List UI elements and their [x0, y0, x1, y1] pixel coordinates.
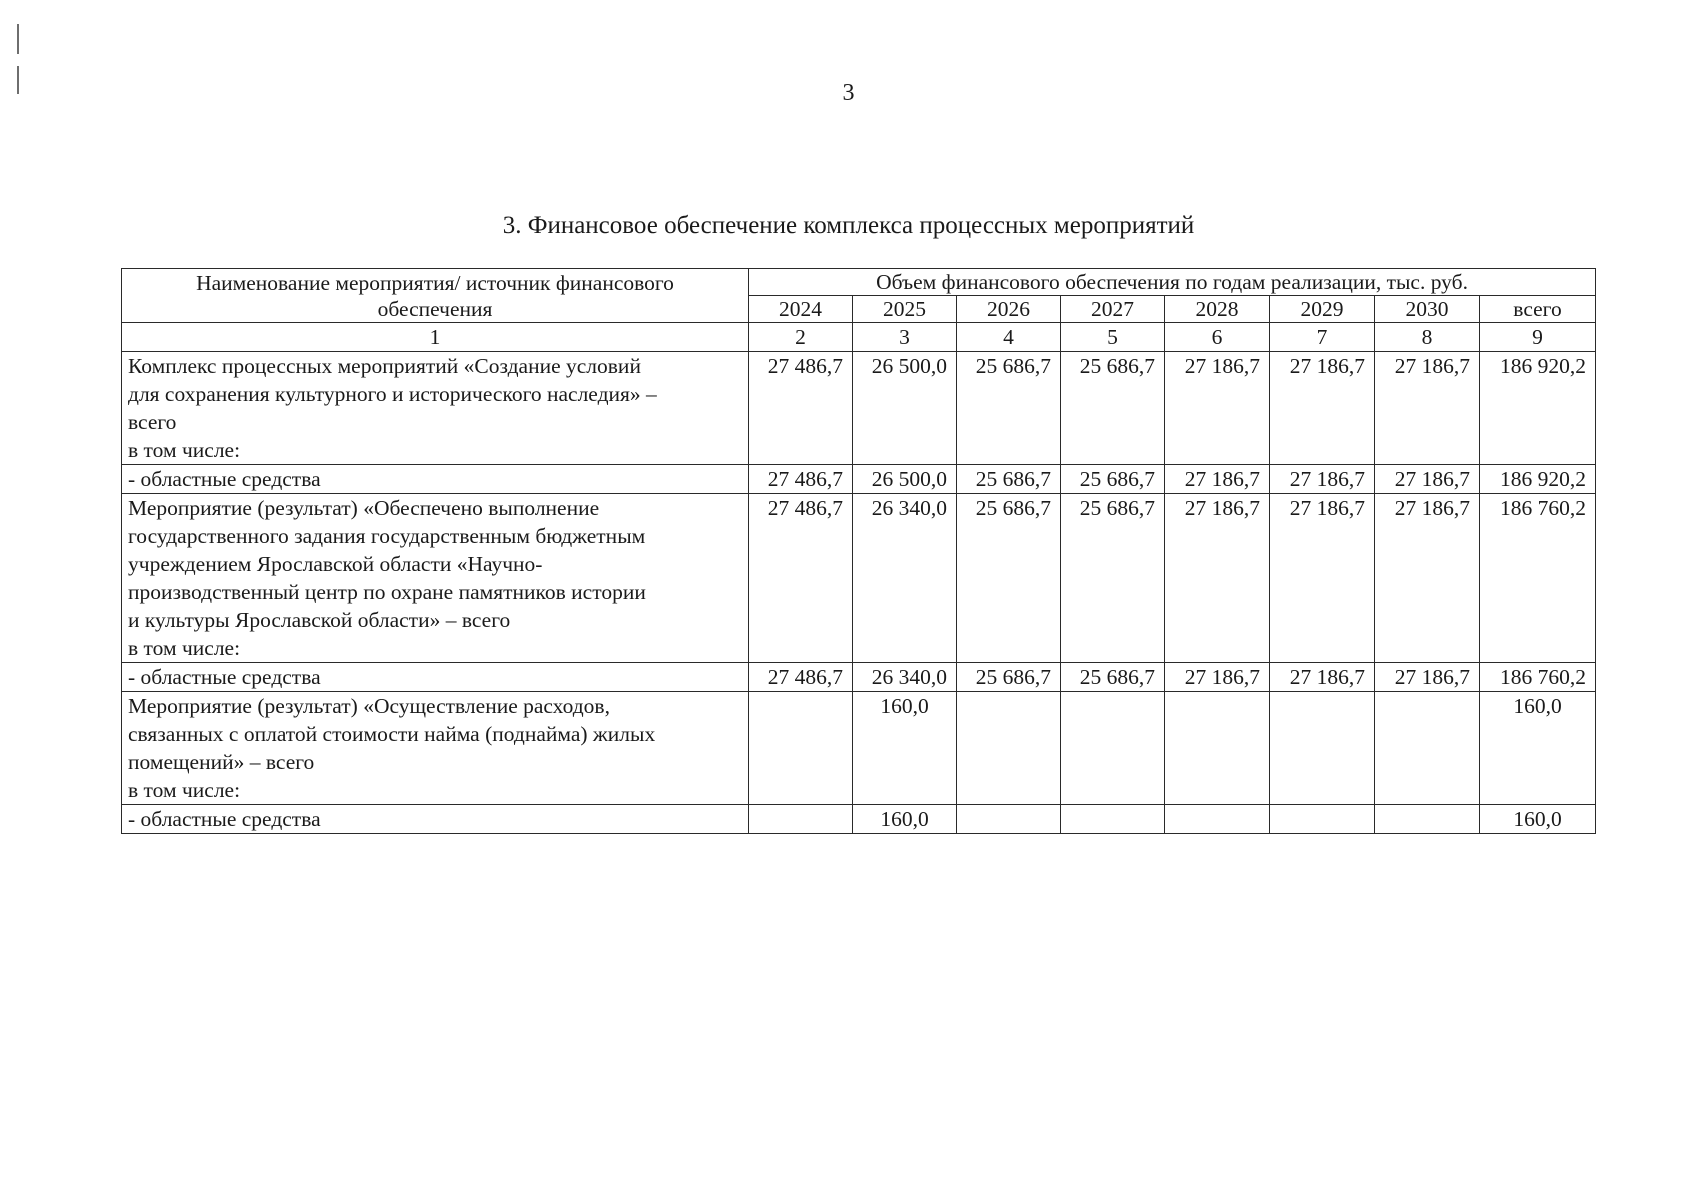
page-number: 3	[842, 80, 855, 106]
column-number: 7	[1270, 323, 1375, 352]
value-cell: 25 686,7	[957, 465, 1061, 494]
value-cell	[749, 805, 853, 834]
column-number: 1	[122, 323, 749, 352]
total-cell: 186 920,2	[1480, 465, 1596, 494]
value-cell	[1165, 692, 1270, 805]
row-name-line: Мероприятие (результат) «Осуществление расходов,	[128, 694, 610, 718]
column-number: 5	[1061, 323, 1165, 352]
table-row	[122, 805, 1596, 834]
value-cell: 27 186,7	[1375, 494, 1480, 663]
total-cell: 160,0	[1480, 805, 1596, 834]
table-row	[122, 465, 1596, 494]
value-cell	[1061, 692, 1165, 805]
value-cell: 25 686,7	[1061, 663, 1165, 692]
table-row	[122, 663, 1596, 692]
value-cell: 25 686,7	[957, 494, 1061, 663]
value-cell: 27 486,7	[749, 352, 853, 465]
value-cell: 26 500,0	[853, 465, 957, 494]
row-name-line: в том числе:	[128, 636, 241, 660]
row-name	[122, 663, 749, 692]
value-cell: 26 340,0	[853, 663, 957, 692]
value-cell: 27 186,7	[1270, 494, 1375, 663]
margin-mark	[17, 24, 19, 54]
value-cell: 25 686,7	[1061, 494, 1165, 663]
column-number: 2	[749, 323, 853, 352]
value-cell: 27 186,7	[1165, 465, 1270, 494]
table-row	[122, 352, 1596, 465]
value-cell	[1375, 692, 1480, 805]
year-header: 2027	[1061, 296, 1165, 323]
header-row	[122, 269, 1596, 296]
year-header: 2029	[1270, 296, 1375, 323]
column-number: 9	[1480, 323, 1596, 352]
value-cell: 160,0	[853, 805, 957, 834]
value-cell: 27 186,7	[1270, 465, 1375, 494]
column-number: 8	[1375, 323, 1480, 352]
value-cell: 27 186,7	[1165, 352, 1270, 465]
column-number: 3	[853, 323, 957, 352]
value-cell	[749, 692, 853, 805]
value-cell	[1270, 805, 1375, 834]
section-title: 3. Финансовое обеспечение комплекса процессных мероприятий	[502, 212, 1195, 239]
value-cell: 27 186,7	[1270, 663, 1375, 692]
value-cell: 27 186,7	[1165, 494, 1270, 663]
column-number: 6	[1165, 323, 1270, 352]
value-cell: 25 686,7	[957, 352, 1061, 465]
financing-table	[121, 268, 1596, 834]
row-name	[122, 692, 749, 805]
value-cell: 27 486,7	[749, 465, 853, 494]
total-cell: 186 760,2	[1480, 494, 1596, 663]
year-header: 2030	[1375, 296, 1480, 323]
row-name-line: связанных с оплатой стоимости найма (поднайма) жилых	[128, 722, 656, 746]
row-name-line: производственный центр по охране памятников истории	[128, 580, 646, 604]
year-header: 2025	[853, 296, 957, 323]
row-name-line: для сохранения культурного и исторического наследия» –	[128, 382, 657, 406]
value-cell: 25 686,7	[957, 663, 1061, 692]
row-name	[122, 494, 749, 663]
row-name-line: помещений» – всего	[128, 750, 315, 774]
value-cell	[957, 805, 1061, 834]
row-name	[122, 465, 749, 494]
row-name-line: в том числе:	[128, 438, 241, 462]
row-name-line: - областные средства	[128, 467, 321, 491]
row-name-line: и культуры Ярославской области» – всего	[128, 608, 511, 632]
value-cell: 25 686,7	[1061, 352, 1165, 465]
year-header: 2026	[957, 296, 1061, 323]
row-name-line: Мероприятие (результат) «Обеспечено выполнение	[128, 496, 600, 520]
row-name	[122, 352, 749, 465]
value-cell	[1270, 692, 1375, 805]
row-name	[122, 805, 749, 834]
name-column-header: Наименование мероприятия/ источник финансового обеспечения	[122, 269, 749, 323]
row-name-line: в том числе:	[128, 778, 241, 802]
value-cell: 26 500,0	[853, 352, 957, 465]
table-row	[122, 494, 1596, 663]
value-cell: 27 186,7	[1375, 465, 1480, 494]
year-header: 2024	[749, 296, 853, 323]
total-header: всего	[1480, 296, 1596, 323]
column-number: 4	[957, 323, 1061, 352]
row-name-line: - областные средства	[128, 807, 321, 831]
total-cell: 186 920,2	[1480, 352, 1596, 465]
value-cell	[957, 692, 1061, 805]
value-cell: 27 486,7	[749, 494, 853, 663]
row-name-line: учреждением Ярославской области «Научно-	[128, 552, 543, 576]
value-cell	[1061, 805, 1165, 834]
total-cell: 186 760,2	[1480, 663, 1596, 692]
column-number-row	[122, 323, 1596, 352]
value-cell: 27 186,7	[1165, 663, 1270, 692]
value-cell: 160,0	[853, 692, 957, 805]
row-name-line: - областные средства	[128, 665, 321, 689]
row-name-line: государственного задания государственным бюджетным	[128, 524, 646, 548]
value-cell: 27 186,7	[1375, 352, 1480, 465]
value-cell	[1375, 805, 1480, 834]
row-name-line: всего	[128, 410, 177, 434]
value-cell: 27 486,7	[749, 663, 853, 692]
value-cell: 26 340,0	[853, 494, 957, 663]
table-row	[122, 692, 1596, 805]
value-cell: 27 186,7	[1270, 352, 1375, 465]
row-name-line: Комплекс процессных мероприятий «Создание условий	[128, 354, 641, 378]
year-header: 2028	[1165, 296, 1270, 323]
value-cell	[1165, 805, 1270, 834]
total-cell: 160,0	[1480, 692, 1596, 805]
volume-header: Объем финансового обеспечения по годам реализации, тыс. руб.	[749, 269, 1596, 296]
value-cell: 27 186,7	[1375, 663, 1480, 692]
value-cell: 25 686,7	[1061, 465, 1165, 494]
